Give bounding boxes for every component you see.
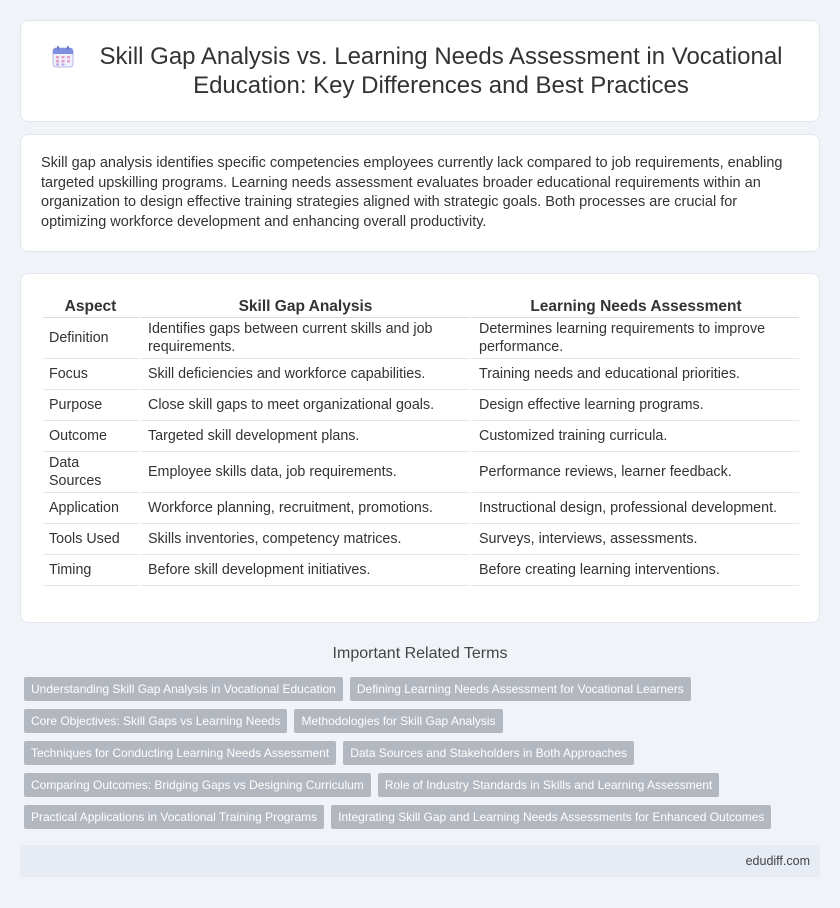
cell-aspect: Tools Used (43, 524, 138, 555)
cell-skill-gap: Skill deficiencies and workforce capabilities. (138, 359, 469, 390)
table-row (43, 452, 799, 493)
cell-learning-needs: Surveys, interviews, assessments. (469, 524, 799, 555)
cell-learning-needs: Training needs and educational priorities. (469, 359, 799, 390)
cell-aspect: Timing (43, 555, 138, 586)
cell-skill-gap: Workforce planning, recruitment, promotions. (138, 493, 469, 524)
cell-skill-gap: Employee skills data, job requirements. (138, 452, 469, 493)
table-row (43, 390, 799, 421)
cell-learning-needs: Before creating learning interventions. (469, 555, 799, 586)
cell-learning-needs: Instructional design, professional development. (469, 493, 799, 524)
cell-aspect: Outcome (43, 421, 138, 452)
related-term-tag[interactable]: Practical Applications in Vocational Training Programs (24, 805, 324, 829)
related-term-tag[interactable]: Techniques for Conducting Learning Needs Assessment (24, 741, 336, 765)
related-term-tag[interactable]: Integrating Skill Gap and Learning Needs Assessments for Enhanced Outcomes (331, 805, 771, 829)
table-row (43, 359, 799, 390)
related-terms-title: Important Related Terms (332, 645, 508, 662)
header-learning-needs-assessment: Learning Needs Assessment (469, 296, 799, 318)
cell-learning-needs: Performance reviews, learner feedback. (469, 452, 799, 493)
related-term-tag[interactable]: Defining Learning Needs Assessment for Vocational Learners (350, 677, 691, 701)
page-title: Skill Gap Analysis vs. Learning Needs Assessment in Vocational Education: Key Differences and Best Practices (99, 43, 783, 99)
cell-aspect: Purpose (43, 390, 138, 421)
summary-card (20, 134, 820, 252)
related-term-tag[interactable]: Data Sources and Stakeholders in Both Approaches (343, 741, 634, 765)
calendar-icon (51, 45, 75, 69)
comparison-table-card (20, 273, 820, 623)
cell-aspect: Data Sources (43, 452, 138, 493)
cell-learning-needs: Design effective learning programs. (469, 390, 799, 421)
footer (20, 845, 820, 877)
table-row (43, 421, 799, 452)
cell-skill-gap: Before skill development initiatives. (138, 555, 469, 586)
header-card (20, 20, 820, 122)
header-skill-gap-analysis: Skill Gap Analysis (138, 296, 469, 318)
table-row (43, 555, 799, 586)
cell-skill-gap: Identifies gaps between current skills and job requirements. (138, 318, 469, 359)
summary-text: Skill gap analysis identifies specific competencies employees currently lack compared to job requirements, enabling targeted upskilling programs. Learning needs assessment evaluates broader educational requirements within an organization to design effective training strategies aligned with strategic goals. Both processes are crucial for optimizing workforce development and enhancing overall productivity. (41, 155, 783, 230)
cell-aspect: Definition (43, 318, 138, 359)
related-term-tag[interactable]: Core Objectives: Skill Gaps vs Learning Needs (24, 709, 287, 733)
cell-aspect: Application (43, 493, 138, 524)
cell-learning-needs: Determines learning requirements to improve performance. (469, 318, 799, 359)
footer-site[interactable]: edudiff.com (745, 854, 810, 868)
table-row (43, 524, 799, 555)
table-header-row (43, 296, 799, 318)
table-row (43, 493, 799, 524)
related-terms-tags (24, 677, 804, 837)
cell-skill-gap: Skills inventories, competency matrices. (138, 524, 469, 555)
related-term-tag[interactable]: Methodologies for Skill Gap Analysis (294, 709, 502, 733)
cell-skill-gap: Targeted skill development plans. (138, 421, 469, 452)
related-term-tag[interactable]: Role of Industry Standards in Skills and Learning Assessment (378, 773, 720, 797)
cell-aspect: Focus (43, 359, 138, 390)
cell-skill-gap: Close skill gaps to meet organizational goals. (138, 390, 469, 421)
related-term-tag[interactable]: Understanding Skill Gap Analysis in Vocational Education (24, 677, 343, 701)
header-aspect: Aspect (43, 296, 138, 318)
comparison-table (43, 296, 799, 586)
related-term-tag[interactable]: Comparing Outcomes: Bridging Gaps vs Designing Curriculum (24, 773, 371, 797)
cell-learning-needs: Customized training curricula. (469, 421, 799, 452)
table-row (43, 318, 799, 359)
